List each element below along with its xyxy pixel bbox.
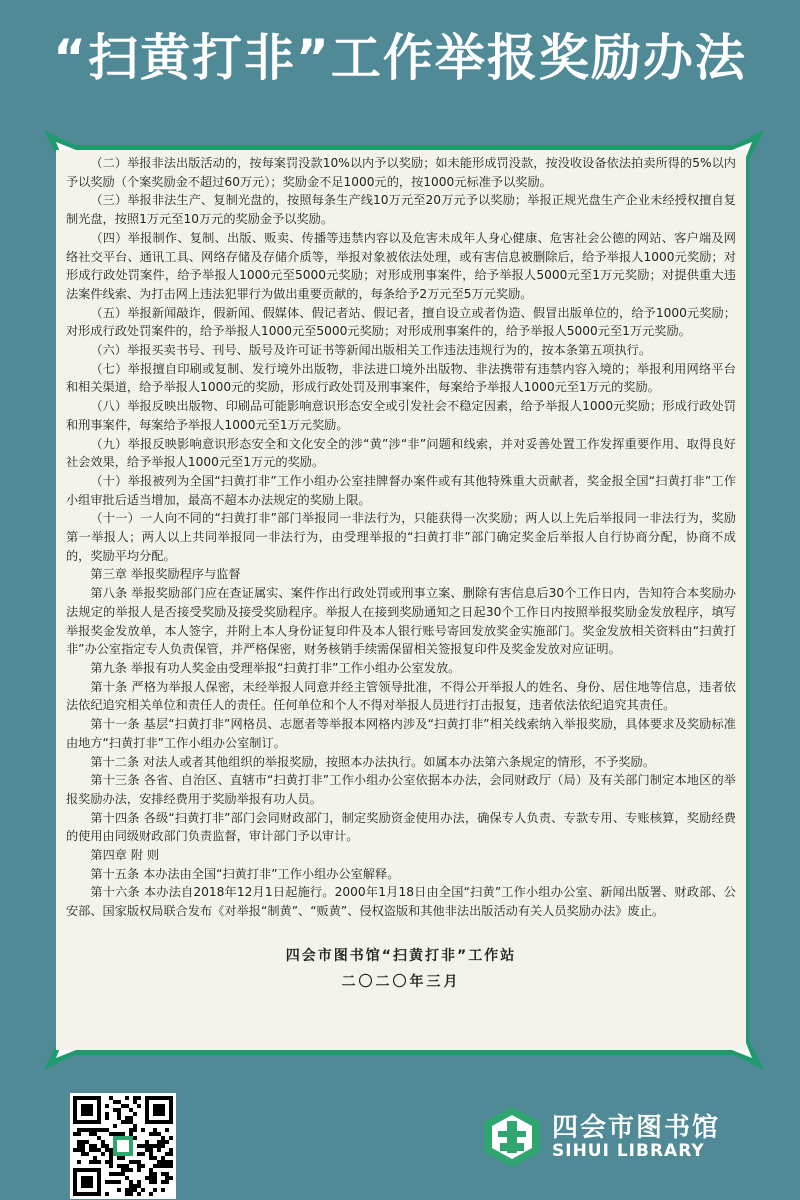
chapter-heading: 第四章 附 则 (90, 848, 160, 863)
paragraph: 第十六条 本办法自2018年12月1日起施行。2000年1月18日由全国“扫黄”工作小组办公室、新闻出版署、财政部、公安部、国家版权局联合发布《对举报“制黄”、“贩黄”、侵权盗版和其他非法出版活动有关人员奖励办法》废止。 (66, 885, 736, 919)
paragraph: 第十一条 基层“扫黄打非”网格员、志愿者等举报本网格内涉及“扫黄打非”相关线索纳入举报奖励，具体要求及奖励标准由地方“扫黄打非”工作小组办公室制订。 (66, 717, 736, 750)
paragraph: （八）举报反映出版物、印刷品可能影响意识形态安全或引发社会不稳定因素，给予举报人1000元奖励；形成行政处罚和刑事案件，每案给予举报人1000元至1万元奖励。 (66, 399, 736, 432)
paragraph: （五）举报新闻敲诈，假新闻、假媒体、假记者站、假记者，擅自设立或者伪造、假冒出版单位的，给予1000元奖励；对形成行政处罚案件的，给予举报人1000元至5000元奖励；对形成刑事案件的，给予举报人5000元至1万元奖励。 (66, 305, 736, 339)
paragraph: （四）举报制作、复制、出版、贩卖、传播等违禁内容以及危害未成年人身心健康、危害社会公德的网站、客户端及网络社交平台、通讯工具、网络存储及存储介质等，举报对象被依法处理，或有害信息被删除后，给予举报人1000元奖励；对形成行政处罚案件，给予举报人1000元至5000元奖励；对形成刑事案件，给予举报人5000元至1万元奖励；对提供重大违法案件线索、为打击网上违法犯罪行为做出重要贡献的，每条给予2万元至5万元奖励。 (66, 230, 736, 301)
paragraph: （十）举报被列为全国“扫黄打非”工作小组办公室挂牌督办案件或有其他特殊重大贡献者，奖金报全国“扫黄打非”工作小组审批后适当增加，最高不超本办法规定的奖励上限。 (66, 473, 736, 507)
qr-code-icon[interactable] (70, 1093, 176, 1199)
paragraph: 第九条 举报有功人奖金由受理举报“扫黄打非”工作小组办公室发放。 (90, 660, 461, 675)
paragraph: 第八条 举报奖励部门应在查证属实、案件作出行政处罚或刑事立案、删除有害信息后30个工作日内，告知符合本奖励办法规定的举报人是否接受奖励及接受奖励程序。举报人在接到奖励通知之日起30个工作日内按照举报奖励金发放程序，填写举报奖金发放单，本人签字，并附上本人身份证复印件及本人银行账号寄回发放奖金实施部门。奖金发放相关资料由“扫黄打非”办公室指定专人负责保管，并严格保密，财务核销手续需保留相关签报复印件及奖金发放对应证明。 (66, 586, 736, 657)
paragraph: （六）举报买卖书号、刊号、版号及许可证书等新闻出版相关工作违法违规行为的，按本条第五项执行。 (90, 343, 652, 358)
library-logo-icon (480, 1105, 544, 1169)
paragraph: 第十五条 本办法由全国“扫黄打非”工作小组办公室解释。 (90, 866, 400, 881)
paragraph: 第十二条 对法人或者其他组织的举报奖励，按照本办法执行。如属本办法第六条规定的情形，不予奖励。 (90, 754, 655, 769)
paragraph: （二）举报非法出版活动的，按每案罚没款10%以内予以奖励；如未能形成罚没款，按没收设备依法拍卖所得的5%以内予以奖励（个案奖励金不超过60万元）；奖励金不足1000元的，按1000元标准予以奖励。 (66, 156, 736, 189)
paragraph: 第十三条 各省、自治区、直辖市“扫黄打非”工作小组办公室依据本办法，会同财政厅（局）及有关部门制定本地区的举报奖励办法，安排经费用于奖励举报有功人员。 (66, 773, 736, 806)
library-name-cn: 四会市图书馆 (552, 1113, 721, 1143)
page-title: “扫黄打非”工作举报奖励办法 (53, 29, 747, 87)
paragraph: 第十四条 各级“扫黄打非”部门会同财政部门，制定奖励资金使用办法，确保专人负责、专款专用、专账核算，奖励经费的使用由同级财政部门负责监督，审计部门予以审计。 (66, 810, 736, 844)
document-body (56, 150, 746, 1050)
issue-date: 二〇二〇年三月 (341, 973, 461, 990)
library-logo (480, 1105, 780, 1175)
paragraph: 第十条 严格为举报人保密，未经举报人同意并经主管领导批准，不得公开举报人的姓名、身份、居住地等信息，违者依法依纪追究相关单位和责任人的责任。任何单位和个人不得对举报人员进行打击报复，违者依法依纪追究其责任。 (66, 679, 736, 713)
library-name-en: SIHUI LIBRARY (552, 1141, 705, 1161)
paragraph: （七）举报擅自印刷或复制、发行境外出版物，非法进口境外出版物、非法携带有违禁内容入境的；举报利用网络平台和相关渠道，给予举报人1000元的奖励，形成行政处罚及刑事案件，每案给予举报人1000元至1万元的奖励。 (66, 361, 736, 395)
paragraph: （九）举报反映影响意识形态安全和文化安全的涉“黄”涉“非”问题和线索，并对妥善处置工作发挥重要作用、取得良好社会效果，给予举报人1000元至1万元的奖励。 (66, 436, 736, 470)
paragraph: （十一）一人向不同的“扫黄打非”部门举报同一非法行为，只能获得一次奖励；两人以上先后举报同一非法行为，奖励第一举报人；两人以上共同举报同一非法行为，由受理举报的“扫黄打非”部门确定奖金后举报人自行协商分配，协商不成的，奖励平均分配。 (66, 511, 736, 563)
chapter-heading: 第三章 举报奖励程序与监督 (90, 567, 241, 582)
signature: 四会市图书馆“扫黄打非”工作站 (285, 947, 517, 964)
paragraph: （三）举报非法生产、复制光盘的，按照每条生产线10万元至20万元予以奖励；举报正规光盘生产企业未经授权擅自复制光盘，按照1万元至10万元的奖励金予以奖励。 (66, 193, 736, 227)
